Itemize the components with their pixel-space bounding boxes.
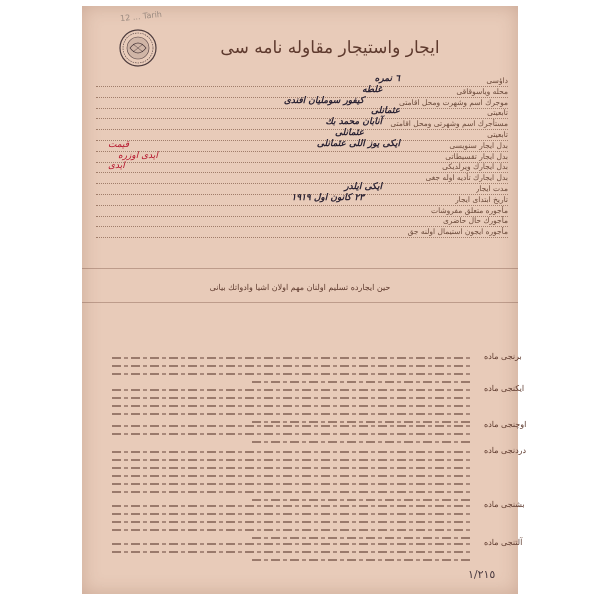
field-label: مأجورك حال حاضری: [442, 216, 508, 226]
text-line: [112, 551, 470, 553]
fold-line: [82, 268, 518, 269]
field-label: بدل ایجار سنویسی: [449, 140, 508, 150]
article-label: برنجی ماده: [484, 352, 522, 361]
article-label: دردنجی ماده: [484, 446, 527, 455]
section-title: حین ایجارده تسلیم اولنان مهم اولان اشیا وادواتك بیانی: [209, 283, 391, 292]
field-underline: [96, 129, 508, 130]
corner-note: ١/٢١٥: [468, 568, 496, 581]
red-annotation: قیمت: [108, 139, 130, 150]
text-line: [112, 413, 470, 415]
field-value: آنابان محمد بك: [325, 117, 382, 128]
article-label: ایکنجی ماده: [484, 384, 525, 393]
text-line: [112, 433, 470, 435]
red-annotation: ایدی اوزره: [118, 150, 158, 161]
text-line: [112, 389, 470, 391]
article-label: اوچنجی ماده: [484, 420, 527, 429]
text-line: [252, 441, 470, 443]
field-underline: [96, 140, 508, 141]
text-line: [252, 421, 470, 423]
field-label: محله ویاسوقاقی: [456, 86, 508, 96]
text-line: [112, 513, 470, 515]
field-label: موجرك اسم وشهرت ومحل اقامتی: [399, 97, 508, 107]
field-label: بدل ایجارك ویرلدیکی: [442, 162, 508, 172]
text-line: [112, 521, 470, 523]
field-label: مستأجرك اسم وشهرتی ومحل اقامتی: [390, 119, 508, 129]
text-line: [112, 397, 470, 399]
text-line: [112, 459, 470, 461]
text-line: [112, 491, 470, 493]
field-value: غلطه: [362, 84, 382, 95]
article-label: آلتنجی ماده: [484, 538, 523, 547]
field-label: مدت ایجار: [475, 184, 508, 193]
field-label: مأجوره ایجون استیمال اولنه جق: [407, 227, 508, 237]
fold-line: [82, 302, 518, 303]
field-label: تابعیتی: [487, 130, 508, 139]
field-value: کیفور سوملیان افندی: [283, 95, 364, 106]
text-line: [112, 357, 470, 359]
pencil-note: 12 ... Tarih: [119, 9, 163, 24]
field-label: داؤسی: [486, 76, 508, 85]
text-line: [252, 499, 470, 501]
field-label: بدل ایجار تقسیطاتی: [445, 151, 508, 161]
text-line: [112, 467, 470, 469]
text-line: [252, 537, 470, 539]
text-line: [112, 373, 470, 375]
text-line: [112, 405, 470, 407]
document-title: ایجار واستیجار مقاوله نامه سی: [220, 38, 440, 58]
text-line: [112, 483, 470, 485]
red-annotation: ایدی: [108, 161, 125, 172]
field-label: تاریخ ابتدای ایجار: [455, 194, 508, 204]
field-label: بدل ایجارك تأدیه اوله جغی: [425, 173, 508, 183]
text-line: [112, 475, 470, 477]
field-label: مأجوره متعلق مفروشات: [431, 205, 508, 215]
article-label: بشنجی ماده: [484, 500, 525, 509]
text-line: [112, 529, 470, 531]
field-underline: [96, 237, 508, 238]
official-seal: [118, 28, 158, 68]
text-line: [112, 505, 470, 507]
field-underline: [96, 183, 508, 184]
field-value: عثمانلی: [370, 106, 400, 117]
text-line: [252, 559, 470, 561]
text-line: [252, 381, 470, 383]
field-underline: [96, 86, 508, 87]
field-value: ٦ نمره: [374, 74, 400, 84]
text-line: [112, 543, 470, 545]
field-value: عثمانلی: [334, 128, 364, 138]
text-line: [112, 451, 470, 453]
field-value: ایکی یوز اللی عثمانلی: [316, 138, 400, 149]
field-underline: [96, 108, 508, 109]
text-line: [112, 425, 470, 427]
field-label: تابعیتی: [487, 108, 508, 118]
field-value: ایکی ایلدر: [344, 182, 382, 192]
text-line: [112, 365, 470, 367]
field-value: ٢٣ كانون اول ١٩١٩: [291, 192, 364, 203]
